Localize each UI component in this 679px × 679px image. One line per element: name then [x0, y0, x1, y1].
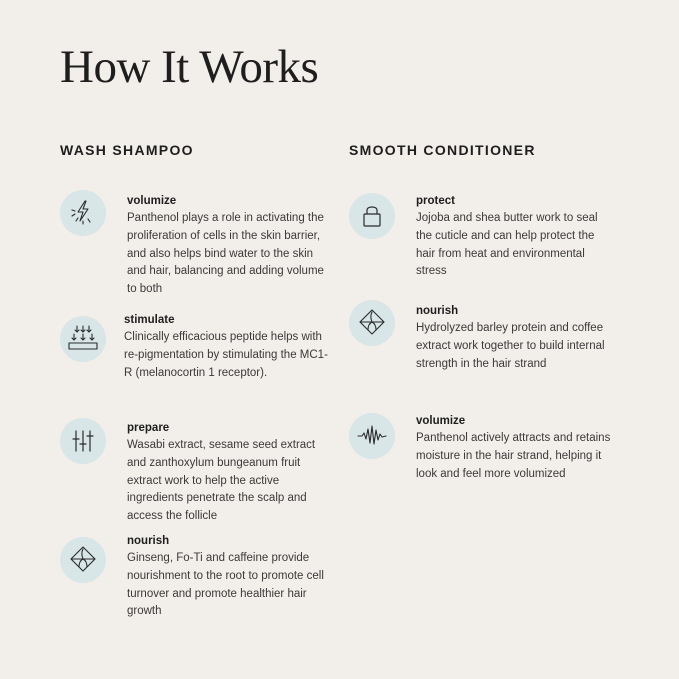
lock-icon	[349, 193, 395, 239]
smooth-item-body: Panthenol actively attracts and retains moisture in the hair strand, helping it look and feel more volumized	[416, 432, 611, 480]
absorb-arrows-icon	[60, 316, 106, 362]
wash-item-title: prepare	[127, 422, 170, 434]
wash-item-body: Clinically efficacious peptide helps with re-pigmentation by stimulating the MC1-R (melanocortin 1 receptor).	[124, 331, 328, 379]
wash-shampoo-heading: WASH SHAMPOO	[60, 142, 194, 158]
smooth-conditioner-section	[349, 140, 639, 480]
wash-item-title: stimulate	[124, 314, 175, 326]
smooth-item-title: protect	[416, 195, 455, 207]
smooth-item-body: Hydrolyzed barley protein and coffee extract work together to build internal strength in the hair strand	[416, 322, 605, 370]
smooth-item-title: nourish	[416, 305, 459, 317]
waveform-icon	[349, 413, 395, 459]
wash-item-body: Panthenol plays a role in activating the proliferation of cells in the skin barrier, and also helps bind water to the skin and hair, balancing and adding volume to both	[127, 212, 324, 296]
smooth-item-body: Jojoba and shea butter work to seal the cuticle and can help protect the hair from heat and environmental stress	[416, 212, 598, 278]
page-title: How It Works	[60, 41, 319, 93]
smooth-item-title: volumize	[416, 415, 466, 427]
wash-item-body: Wasabi extract, sesame seed extract and zanthoxylum bungeanum fruit extract work to help the active ingredients penetrate the scalp and access the follicle	[127, 439, 316, 523]
wash-item-title: nourish	[127, 535, 170, 547]
wash-shampoo-section	[60, 140, 330, 618]
smooth-conditioner-heading: SMOOTH CONDITIONER	[349, 142, 536, 158]
follicle-icon	[60, 537, 106, 583]
lightning-icon	[60, 190, 106, 236]
follicle-icon	[349, 300, 395, 346]
sliders-icon	[60, 418, 106, 464]
wash-item-title: volumize	[127, 195, 177, 207]
wash-item-body: Ginseng, Fo-Ti and caffeine provide nourishment to the root to promote cell turnover and promote healthier hair growth	[127, 552, 324, 618]
